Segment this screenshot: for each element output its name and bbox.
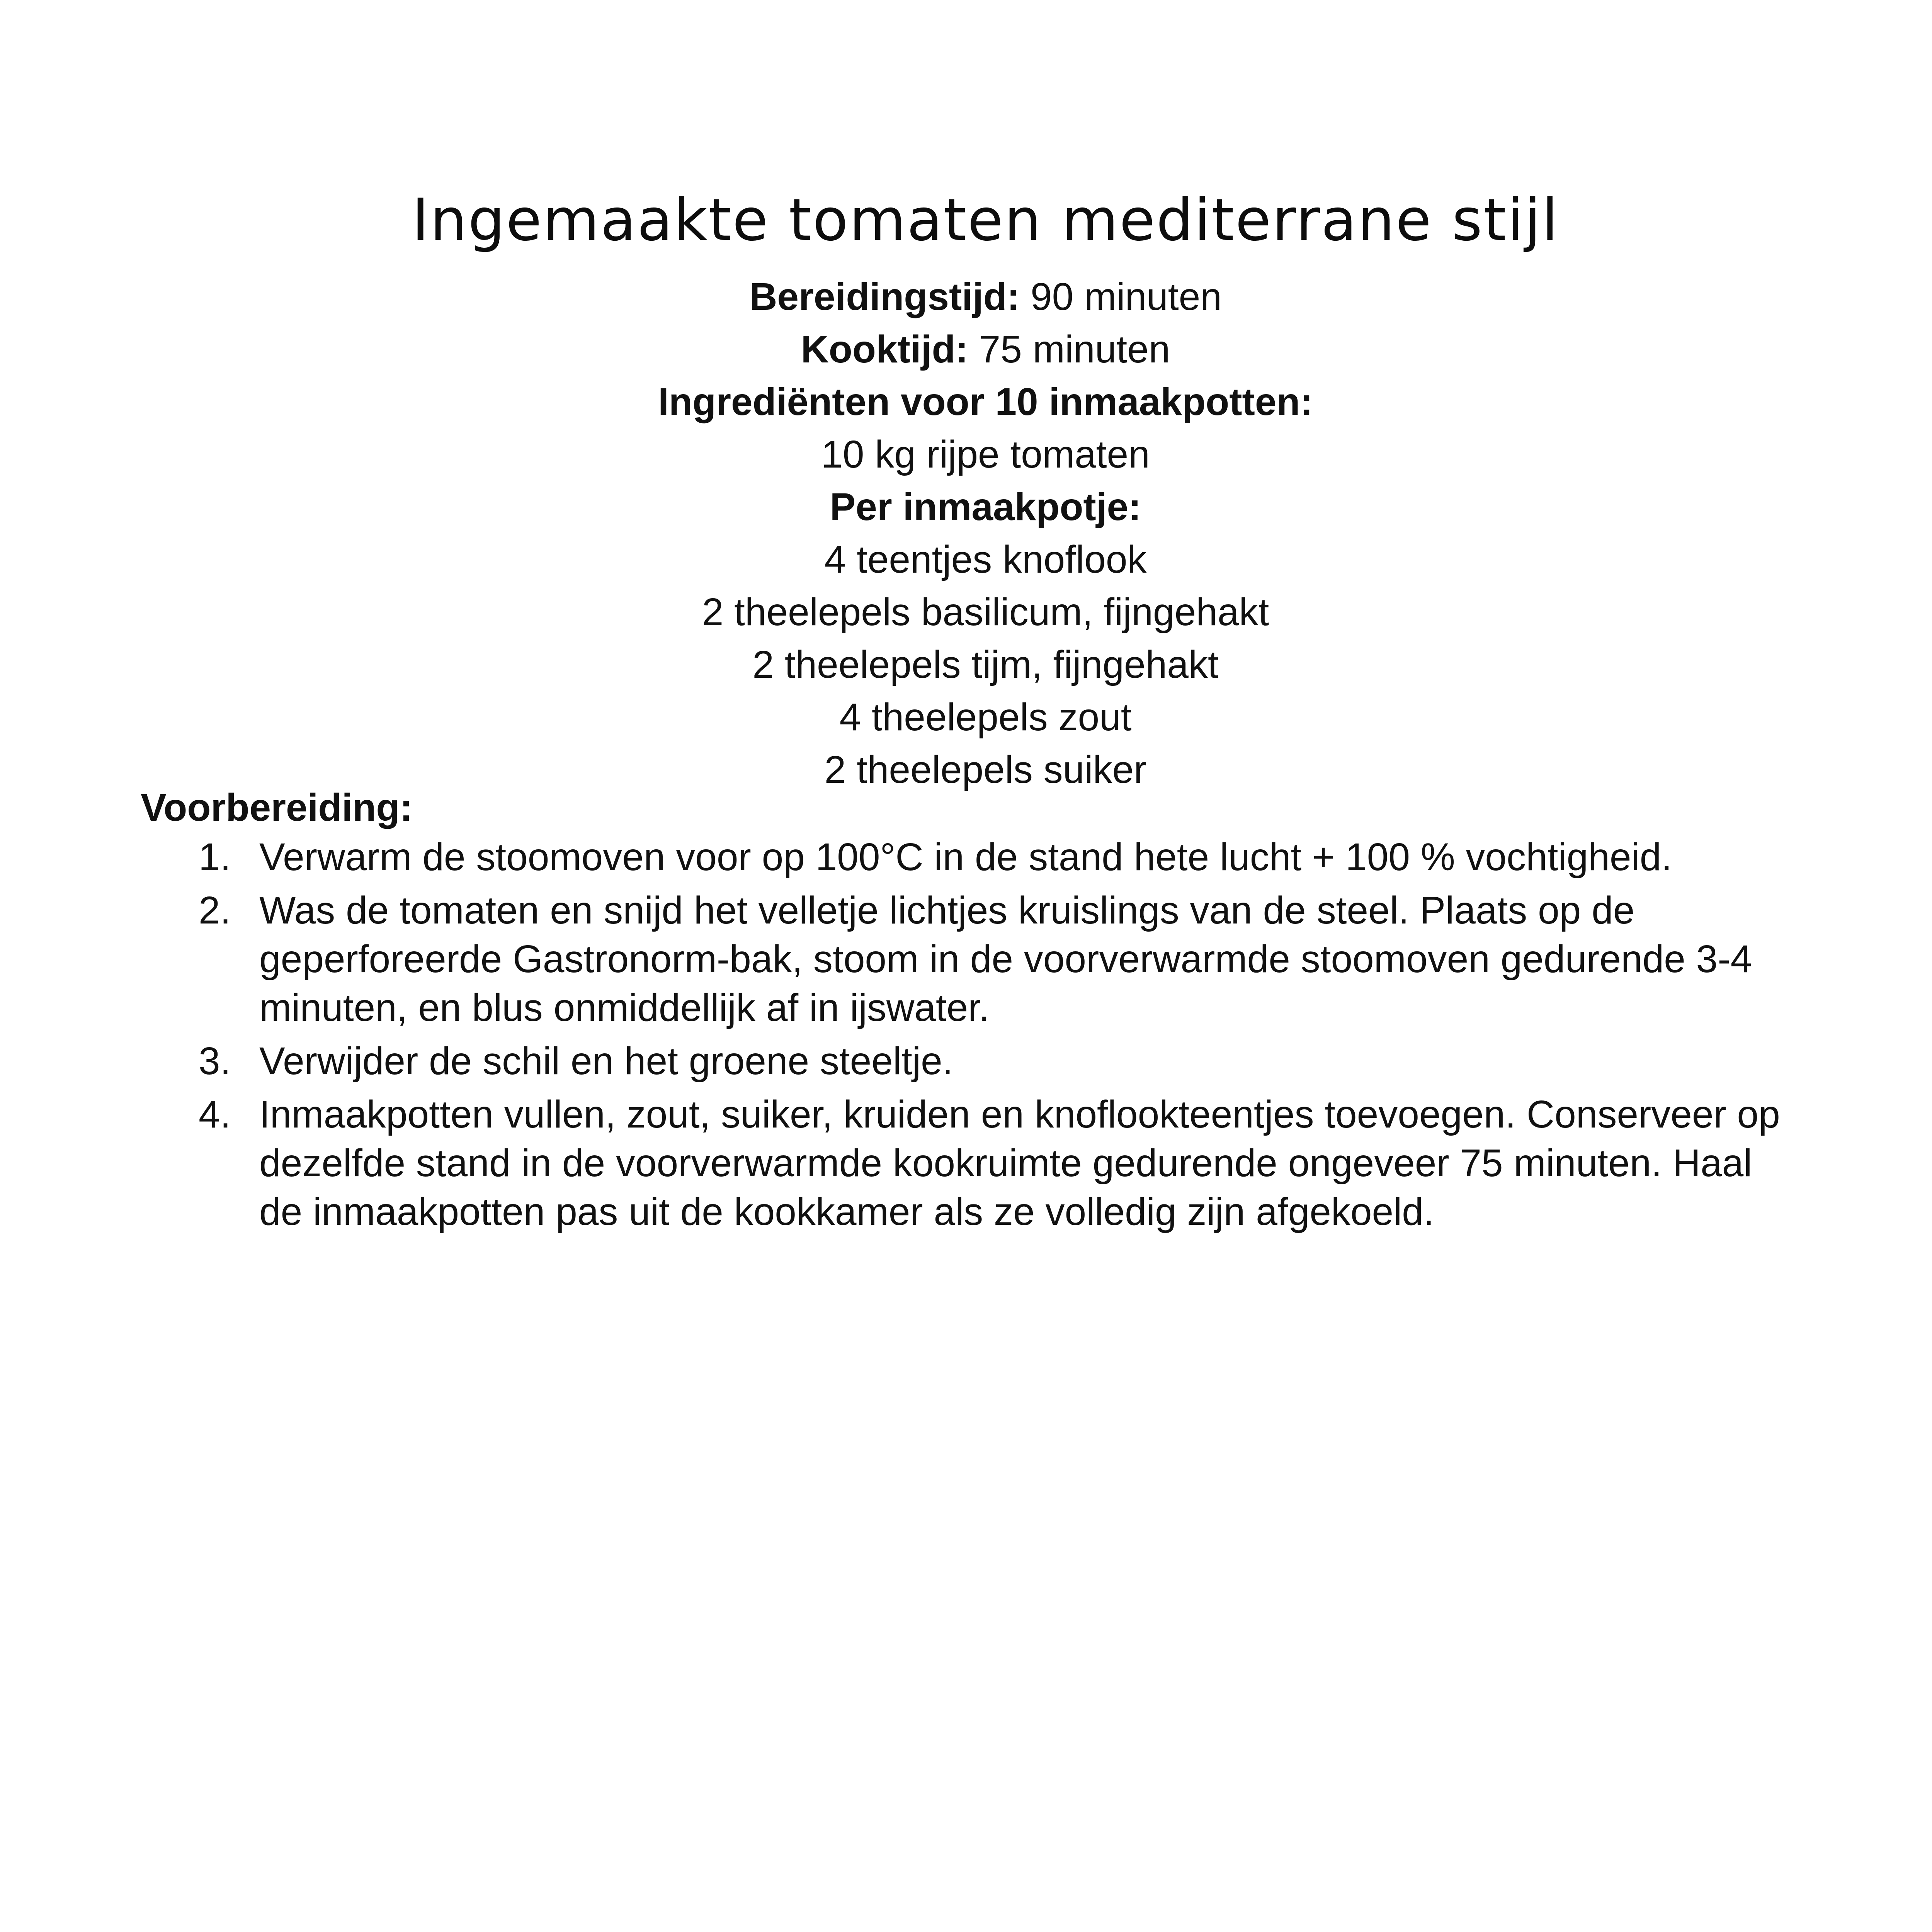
per-jar-ingredient: 2 theelepels tijm, fijngehakt xyxy=(752,643,1219,686)
step-number: 4. xyxy=(199,1093,231,1136)
ingredients-heading: Ingrediënten voor 10 inmaakpotten: xyxy=(658,380,1313,423)
per-jar-ingredient: 2 theelepels basilicum, fijngehakt xyxy=(702,590,1269,634)
recipe-summary xyxy=(0,270,1932,796)
step-text: Was de tomaten en snijd het velletje lichtjes kruislings van de steel. Plaats op de geperforeerde Gastronorm-bak, stoom in de voorverwarmde stoomoven gedurende 3-4 minuten, en blus onmiddellijk af in ijswater. xyxy=(259,889,1752,1029)
cook-time xyxy=(0,323,1932,376)
cook-time-value: 75 minuten xyxy=(968,328,1170,371)
recipe-title: Ingemaakte tomaten mediterrane stijl xyxy=(412,187,1559,254)
preparation-step xyxy=(141,886,1802,1032)
step-number: 1. xyxy=(199,835,231,879)
step-text: Verwarm de stoomoven voor op 100°C in de stand hete lucht + 100 % vochtigheid. xyxy=(259,835,1672,879)
prep-time-label: Bereidingstijd: xyxy=(749,275,1020,318)
preparation-step xyxy=(141,833,1802,881)
cook-time-label: Kooktijd: xyxy=(801,328,968,371)
prep-time-value: 90 minuten xyxy=(1020,275,1222,318)
per-jar-heading: Per inmaakpotje: xyxy=(830,485,1141,529)
step-number: 2. xyxy=(199,889,231,932)
step-number: 3. xyxy=(199,1039,231,1083)
preparation-step xyxy=(141,1090,1802,1236)
per-jar-ingredient: 4 teentjes knoflook xyxy=(824,538,1147,581)
step-text: Verwijder de schil en het groene steeltje. xyxy=(259,1039,953,1083)
prep-time xyxy=(0,270,1932,323)
preparation-heading: Voorbereiding: xyxy=(141,786,413,829)
preparation-step xyxy=(141,1037,1802,1085)
preparation-steps xyxy=(141,833,1802,1241)
step-text: Inmaakpotten vullen, zout, suiker, kruiden en knoflookteentjes toevoegen. Conserveer op dezelfde stand in de voorverwarmde kookruimte gedurende ongeveer 75 minuten. Haal de inmaakpotten pas uit de kookkamer als ze volledig zijn afgekoeld. xyxy=(259,1093,1780,1233)
main-ingredient: 10 kg rijpe tomaten xyxy=(821,433,1150,476)
per-jar-ingredient: 4 theelepels zout xyxy=(839,696,1132,739)
per-jar-ingredient: 2 theelepels suiker xyxy=(824,748,1147,791)
